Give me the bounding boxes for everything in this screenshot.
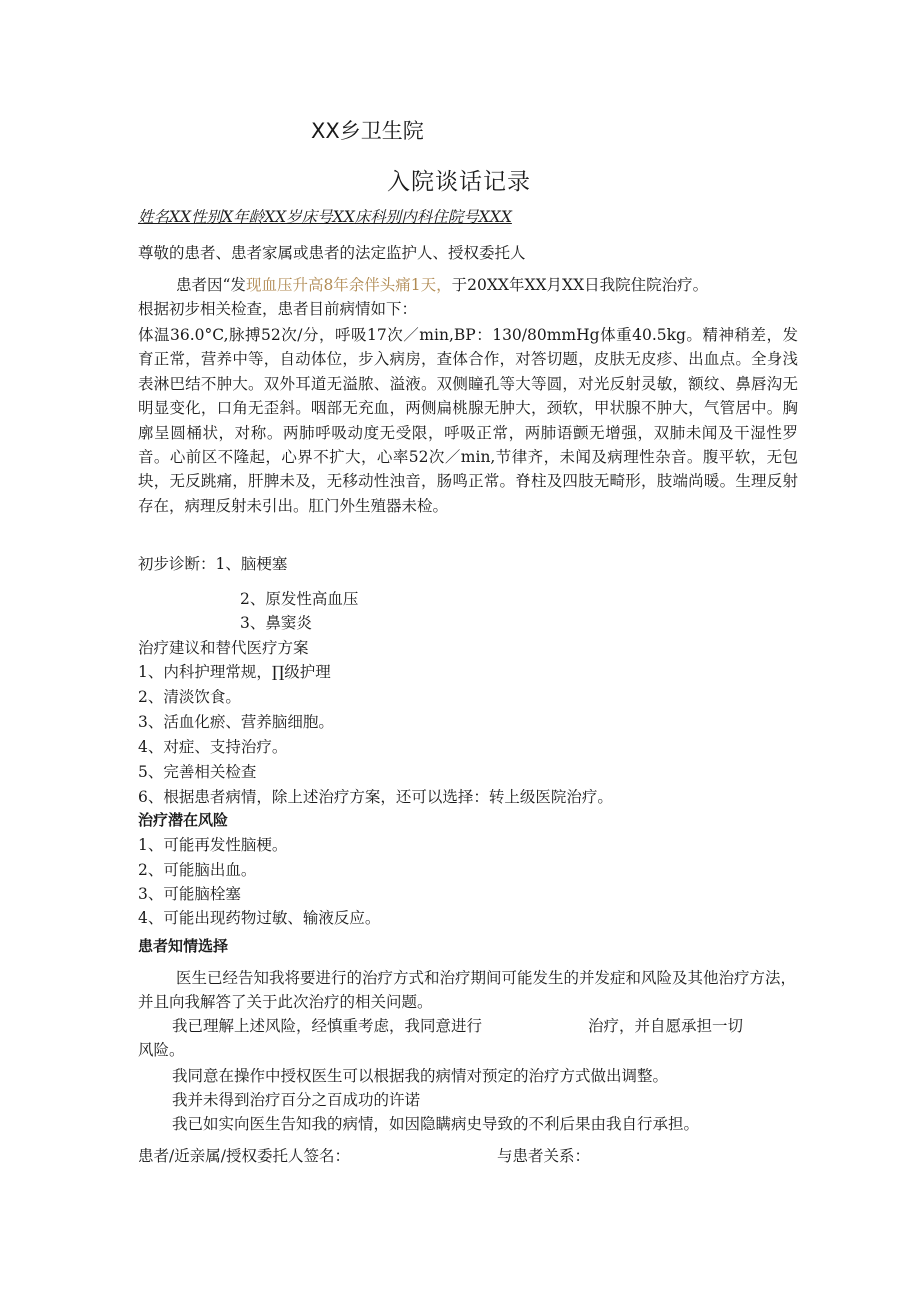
- treatment-item: 5、完善相关检查: [138, 763, 257, 781]
- relation-label: 与患者关系：: [497, 1147, 591, 1165]
- presentation-line2: 根据初步相关检查，患者目前病情如下：: [138, 300, 418, 318]
- signer-signature-label: 患者/近亲属/授权委托人签名：: [138, 1147, 350, 1165]
- treatment-item: 4、对症、支持治疗。: [138, 738, 288, 756]
- presentation-paragraph: [176, 275, 708, 295]
- presentation-prefix: 患者因“发: [176, 276, 246, 294]
- diagnosis-item: 3、鼻窦炎: [240, 614, 312, 632]
- consent-paragraph-4: 我并未得到治疗百分之百成功的许诺: [172, 1091, 421, 1109]
- treatment-heading: 治疗建议和替代医疗方案: [138, 639, 309, 657]
- consent-paragraph-2b: 治疗，并自愿承担一切: [588, 1017, 744, 1035]
- hospital-name: XX乡卫生院: [311, 119, 424, 143]
- treatment-item: 3、活血化瘀、营养脑细胞。: [138, 713, 334, 731]
- greeting-line: 尊敬的患者、患者家属或患者的法定监护人、授权委托人: [138, 244, 526, 262]
- risk-item: 1、可能再发性脑梗。: [138, 836, 288, 854]
- risk-item: 3、可能脑栓塞: [138, 885, 241, 903]
- risk-item: 4、可能出现药物过敏、输液反应。: [138, 909, 381, 927]
- risk-item: 2、可能脑出血。: [138, 861, 257, 879]
- consent-paragraph-2c: 风险。: [138, 1041, 185, 1059]
- treatment-item: 6、根据患者病情，除上述治疗方案，还可以选择：转上级医院治疗。: [138, 788, 613, 806]
- diagnosis-item: 2、原发性高血压: [240, 590, 359, 608]
- consent-paragraph-2a: 我已理解上述风险，经慎重考虑，我同意进行: [172, 1017, 483, 1035]
- patient-info-line: 姓名XX性别X年龄XX岁床号XX床科别内科住院号XXX: [138, 208, 512, 226]
- treatment-item: 2、清淡饮食。: [138, 688, 241, 706]
- diagnosis-heading: 初步诊断：1、脑梗塞: [138, 555, 288, 573]
- consent-paragraph-5: 我已如实向医生告知我的病情，如因隐瞒病史导致的不利后果由我自行承担。: [172, 1115, 700, 1133]
- document-title: 入院谈话记录: [387, 169, 531, 195]
- consent-paragraph-1: 医生已经告知我将要进行的治疗方式和治疗期间可能发生的并发症和风险及其他治疗方法，并且向我解答了关于此次治疗的相关问题。: [138, 969, 797, 1011]
- presentation-highlight: 现血压升高8年余伴头痛1天，: [245, 276, 452, 294]
- physical-exam-text: 体温36.0°C,脉搏52次/分，呼吸17次／min,BP：130/80mmHg体重40.5kg。精神稍差，发育正常，营养中等，自动体位，步入病房，查体合作，对答切题，皮肤无皮疹、出血点。全身浅表淋巴结不肿大。双外耳道无溢脓、溢液。双侧瞳孔等大等圆，对光反射灵敏，额纹、鼻唇沟无明显变化，口角无歪斜。咽部无充血，两侧扁桃腺无肿大，颈软，甲状腺不肿大，气管居中。胸廓呈圆桶状，对称。两肺呼吸动度无受限，呼吸正常，两肺语颤无增强，双肺未闻及干湿性罗音。心前区不隆起，心界不扩大，心率52次／min,节律齐，未闻及病理性杂音。腹平软，无包块，无反跳痛，肝脾未及，无移动性浊音，肠鸣正常。脊柱及四肢无畸形，肢端尚暖。生理反射存在，病理反射未引出。肛门外生殖器未检。: [138, 326, 798, 515]
- consent-heading: 患者知情选择: [138, 937, 229, 955]
- treatment-item: 1、内科护理常规，∏级护理: [138, 663, 331, 681]
- consent-paragraph-3: 我同意在操作中授权医生可以根据我的病情对预定的治疗方式做出调整。: [172, 1067, 669, 1085]
- presentation-suffix: 于20XX年XX月XX日我院住院治疗。: [451, 276, 709, 294]
- risks-heading: 治疗潜在风险: [138, 811, 229, 829]
